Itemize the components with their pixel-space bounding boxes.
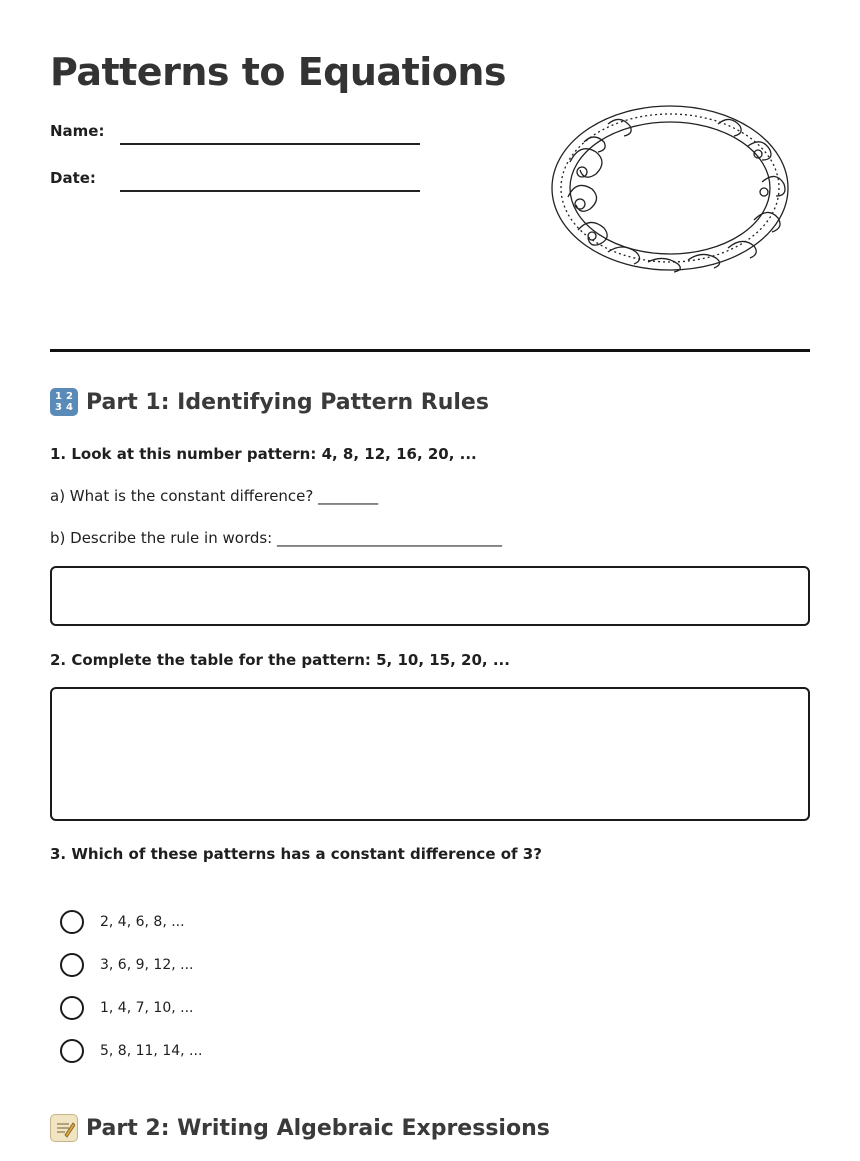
radio-button[interactable] — [60, 910, 84, 934]
option-item — [60, 996, 194, 1020]
part1-heading — [50, 388, 489, 416]
option-item — [60, 910, 185, 934]
page-title: Patterns to Equations — [50, 50, 507, 94]
radio-button[interactable] — [60, 996, 84, 1020]
question-1a: a) What is the constant difference? ________ — [50, 487, 379, 505]
section-divider — [50, 349, 810, 352]
name-field[interactable] — [120, 143, 420, 145]
option-label: 5, 8, 11, 14, ... — [100, 1043, 203, 1059]
decorative-oval-frame — [548, 102, 792, 274]
input-numbers-icon: 1 2 3 4 — [50, 388, 78, 416]
radio-button[interactable] — [60, 953, 84, 977]
memo-icon — [50, 1114, 78, 1142]
question-1b: b) Describe the rule in words: ______________________________ — [50, 529, 503, 547]
option-label: 3, 6, 9, 12, ... — [100, 957, 194, 973]
option-item — [60, 1039, 202, 1063]
question-3-prompt: 3. Which of these patterns has a constant difference of 3? — [50, 845, 542, 863]
part2-heading — [50, 1114, 550, 1142]
part2-heading-text: Part 2: Writing Algebraic Expressions — [86, 1115, 550, 1141]
radio-button[interactable] — [60, 1039, 84, 1063]
answer-box-2[interactable] — [50, 687, 810, 821]
date-field[interactable] — [120, 190, 420, 192]
question-2-prompt: 2. Complete the table for the pattern: 5, 10, 15, 20, ... — [50, 651, 510, 669]
question-1-prompt: 1. Look at this number pattern: 4, 8, 12, 16, 20, ... — [50, 445, 477, 463]
part1-heading-text: Part 1: Identifying Pattern Rules — [86, 389, 489, 415]
option-label: 1, 4, 7, 10, ... — [100, 1000, 194, 1016]
option-item — [60, 953, 194, 977]
name-label: Name: — [50, 122, 105, 140]
answer-box-1[interactable] — [50, 566, 810, 626]
date-label: Date: — [50, 169, 96, 187]
option-label: 2, 4, 6, 8, ... — [100, 914, 185, 930]
